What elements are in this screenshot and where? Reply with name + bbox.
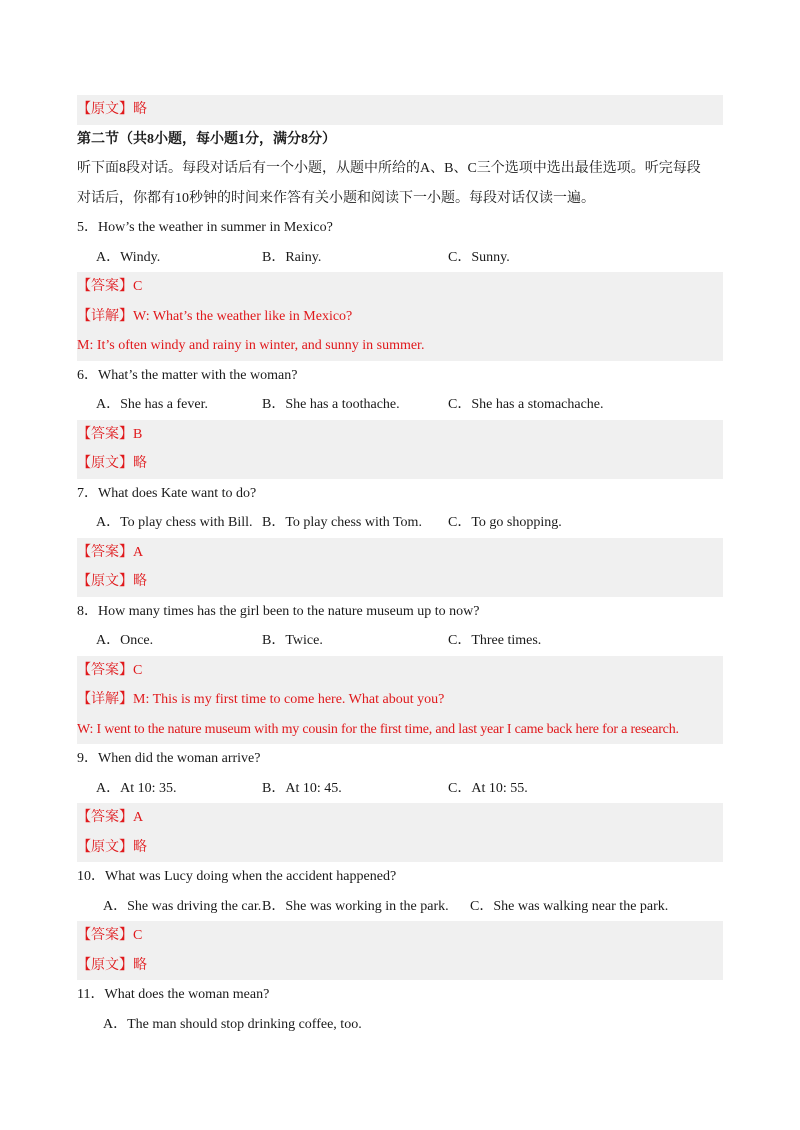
question-stem: 5．How’s the weather in summer in Mexico? (77, 220, 333, 235)
option-a: A．She was driving the car. (103, 898, 262, 914)
option-a: A．She has a fever. (96, 397, 208, 412)
question-options (77, 626, 723, 656)
option-b: B．To play chess with Tom. (262, 515, 422, 530)
answer: 【答案】A (77, 810, 144, 825)
detail-line: M: It’s often windy and rainy in winter, and sunny in summer. (77, 338, 425, 353)
answer: 【答案】C (77, 928, 143, 943)
answer: 【答案】B (77, 426, 143, 442)
option-c: C．To go shopping. (448, 515, 562, 530)
option-c: C．She was walking near the park. (470, 898, 669, 914)
option-a: A．At 10: 35. (96, 780, 177, 796)
answer-block (77, 656, 723, 745)
detail-line: 【详解】W: What’s the weather like in Mexico? (77, 308, 353, 324)
option-b: B．She has a toothache. (262, 397, 400, 412)
original-text-note: 【原文】略 (77, 95, 723, 125)
answer-block (77, 803, 723, 862)
question-options (77, 243, 723, 273)
original-text-note: 【原文】略 (77, 957, 147, 973)
option-a: A．Once. (96, 633, 154, 648)
question-stem: 10．What was Lucy doing when the accident happened? (77, 869, 397, 884)
option-b: B．Rainy. (262, 249, 322, 265)
question-stem: 8．How many times has the girl been to the nature museum up to now? (77, 603, 480, 619)
option-a: A．To play chess with Bill. (96, 515, 253, 530)
section-instructions-line1: 听下面8段对话。每段对话后有一个小题，从题中所给的A、B、C三个选项中选出最佳选项。听完每段 (77, 161, 701, 176)
answer-block (77, 272, 723, 361)
answer-block (77, 921, 723, 980)
section-instructions-line2: 对话后，你都有10秒钟的时间来作答有关小题和阅读下一小题。每段对话仅读一遍。 (77, 190, 595, 206)
section-title: 第二节（共8小题，每小题1分，满分8分） (77, 131, 336, 147)
question-stem: 6．What’s the matter with the woman? (77, 367, 298, 383)
answer: 【答案】A (77, 544, 144, 560)
answer: 【答案】C (77, 279, 143, 294)
option-b: B．Twice. (262, 633, 323, 648)
question-options (77, 390, 723, 420)
original-text-note: 【原文】略 (77, 574, 147, 589)
answer-block (77, 538, 723, 597)
option-b: B．At 10: 45. (262, 780, 342, 796)
option-c: C．At 10: 55. (448, 780, 528, 796)
option-a: A．The man should stop drinking coffee, too. (103, 1016, 362, 1032)
question-stem: 11．What does the woman mean? (77, 987, 270, 1002)
detail-line: 【详解】M: This is my first time to come here. What about you? (77, 692, 445, 707)
question-options (77, 508, 723, 538)
detail-line: W: I went to the nature museum with my cousin for the first time, and last year I came back here for a research. (77, 721, 679, 737)
question-stem: 7．What does Kate want to do? (77, 485, 257, 501)
option-a: A．Windy. (96, 249, 161, 265)
question-options (77, 774, 723, 804)
answer: 【答案】C (77, 662, 143, 678)
document-page (77, 95, 723, 1039)
option-c: C．Sunny. (448, 249, 510, 265)
answer-block (77, 420, 723, 479)
original-text-note: 【原文】略 (77, 839, 147, 855)
question-options (77, 892, 723, 922)
option-c: C．Three times. (448, 633, 542, 648)
option-b: B．She was working in the park. (262, 898, 449, 914)
original-text-note: 【原文】略 (77, 456, 147, 471)
question-options (77, 1010, 723, 1040)
option-c: C．She has a stomachache. (448, 397, 604, 412)
question-stem: 9．When did the woman arrive? (77, 751, 261, 766)
